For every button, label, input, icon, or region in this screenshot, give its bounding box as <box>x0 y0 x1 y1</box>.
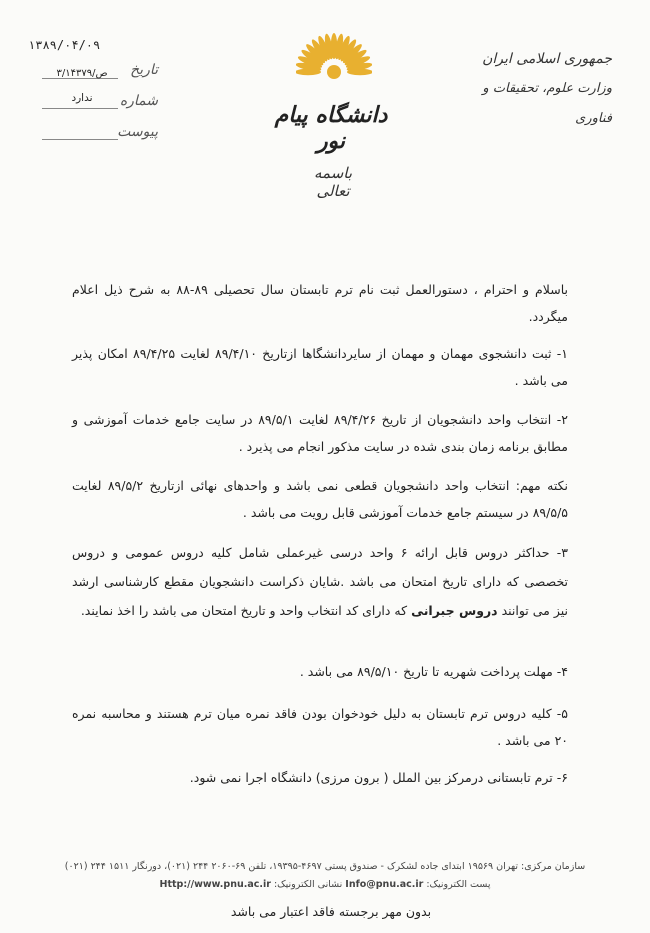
email-link[interactable]: Info@pnu.ac.ir <box>345 879 424 890</box>
logo-ray <box>347 69 372 75</box>
intro-paragraph: باسلام و احترام ، دستورالعمل ثبت نام ترم تابستان سال تحصیلی ۸۹-۸۸ به شرح ذیل اعلام میگردد. <box>72 282 569 324</box>
attachment-label: پیوست <box>117 124 158 140</box>
pnu-logo-icon <box>296 24 372 98</box>
number-line <box>42 108 118 109</box>
item-1: ۱- ثبت دانشجوی مهمان و مهمان از سایردانشگاها ازتاریخ ۸۹/۴/۱۰ لغایت ۸۹/۴/۲۵ امکان پذیر می باشد . <box>72 346 568 388</box>
item-3-text-1: ۳- حداکثر دروس قابل ارائه ۶ واحد درسی غیرعملی شامل کلیه دروس عمومی و دروس تخصصی که دارای تاریخ امتحان می باشد .شایان ذکراست دانشجویان مقطع کارشناسی ارشد نیز می توانند <box>72 545 568 618</box>
university-name: دانشگاه پیام نور <box>274 102 388 154</box>
item-3-bold: دروس جبرانی <box>411 603 498 618</box>
item-2: ۲- انتخاب واحد دانشجویان از تاریخ ۸۹/۴/۲۶ لغایت ۸۹/۵/۱ در سایت جامع خدمات آموزشی و مطابق برنامه زمان بندی شده در سایت مذکور انجام می پذیرد . <box>72 412 568 454</box>
item-4: ۴- مهلت پرداخت شهریه تا تاریخ ۸۹/۵/۱۰ می باشد . <box>299 664 568 679</box>
item-5: ۵- کلیه دروس ترم تابستان به دلیل خودخوان بودن فاقد نمره میان ترم هستند و محاسبه نمره ۲۰ می باشد . <box>72 706 568 748</box>
item-3 <box>72 538 568 625</box>
item-3-text-2: که دارای کد انتخاب واحد و تاریخ امتحان می باشد را اخذ نمایند. <box>80 603 408 618</box>
number-value: ۳/۱۴۳۷۹/ص <box>56 68 108 79</box>
attachment-value: ندارد <box>71 92 93 104</box>
number-label: شماره <box>119 93 158 109</box>
footer-contacts <box>60 876 590 893</box>
stamp-note: بدون مهر برجسته فاقد اعتبار می باشد <box>230 904 432 919</box>
basmala: باسمه تعالی <box>313 164 353 200</box>
important-note: نکته مهم: انتخاب واحد دانشجویان قطعی نمی باشد و واحدهای نهائی ازتاریخ ۸۹/۵/۲ لغایت ۸۹/۵/۵ در سیستم جامع خدمات آموزشی قابل رویت می باشد . <box>72 478 569 520</box>
ministry-header <box>452 44 612 134</box>
date-label: تاریخ <box>130 62 158 78</box>
attachment-line <box>42 139 118 140</box>
web-link[interactable]: Http://www.pnu.ac.ir <box>159 879 271 890</box>
date-value-handwritten: ۱۳۸۹/۰۴/۰۹ <box>28 38 101 52</box>
email-label: پست الکترونیک: <box>426 879 491 890</box>
ministry-line-1: جمهوری اسلامی ایران <box>482 51 612 67</box>
ministry-line-2: وزارت علوم، تحقیقات و فناوری <box>482 81 612 126</box>
footer-address: سازمان مرکزی: تهران ۱۹۵۶۹ ابتدای جاده لشکرک - صندوق پستی ۴۶۹۷-۱۹۳۹۵، تلفن ۶۹-۲۰۶۰ ۲۴۴ (۰۲۱)، دورنگار ۱۵۱۱ ۲۴۴ (۰۲۱) <box>64 861 586 872</box>
item-6: ۶- ترم تابستانی درمرکز بین الملل ( برون مرزی) دانشگاه اجرا نمی شود. <box>189 770 568 785</box>
web-label: نشانی الکترونیک: <box>273 879 343 890</box>
